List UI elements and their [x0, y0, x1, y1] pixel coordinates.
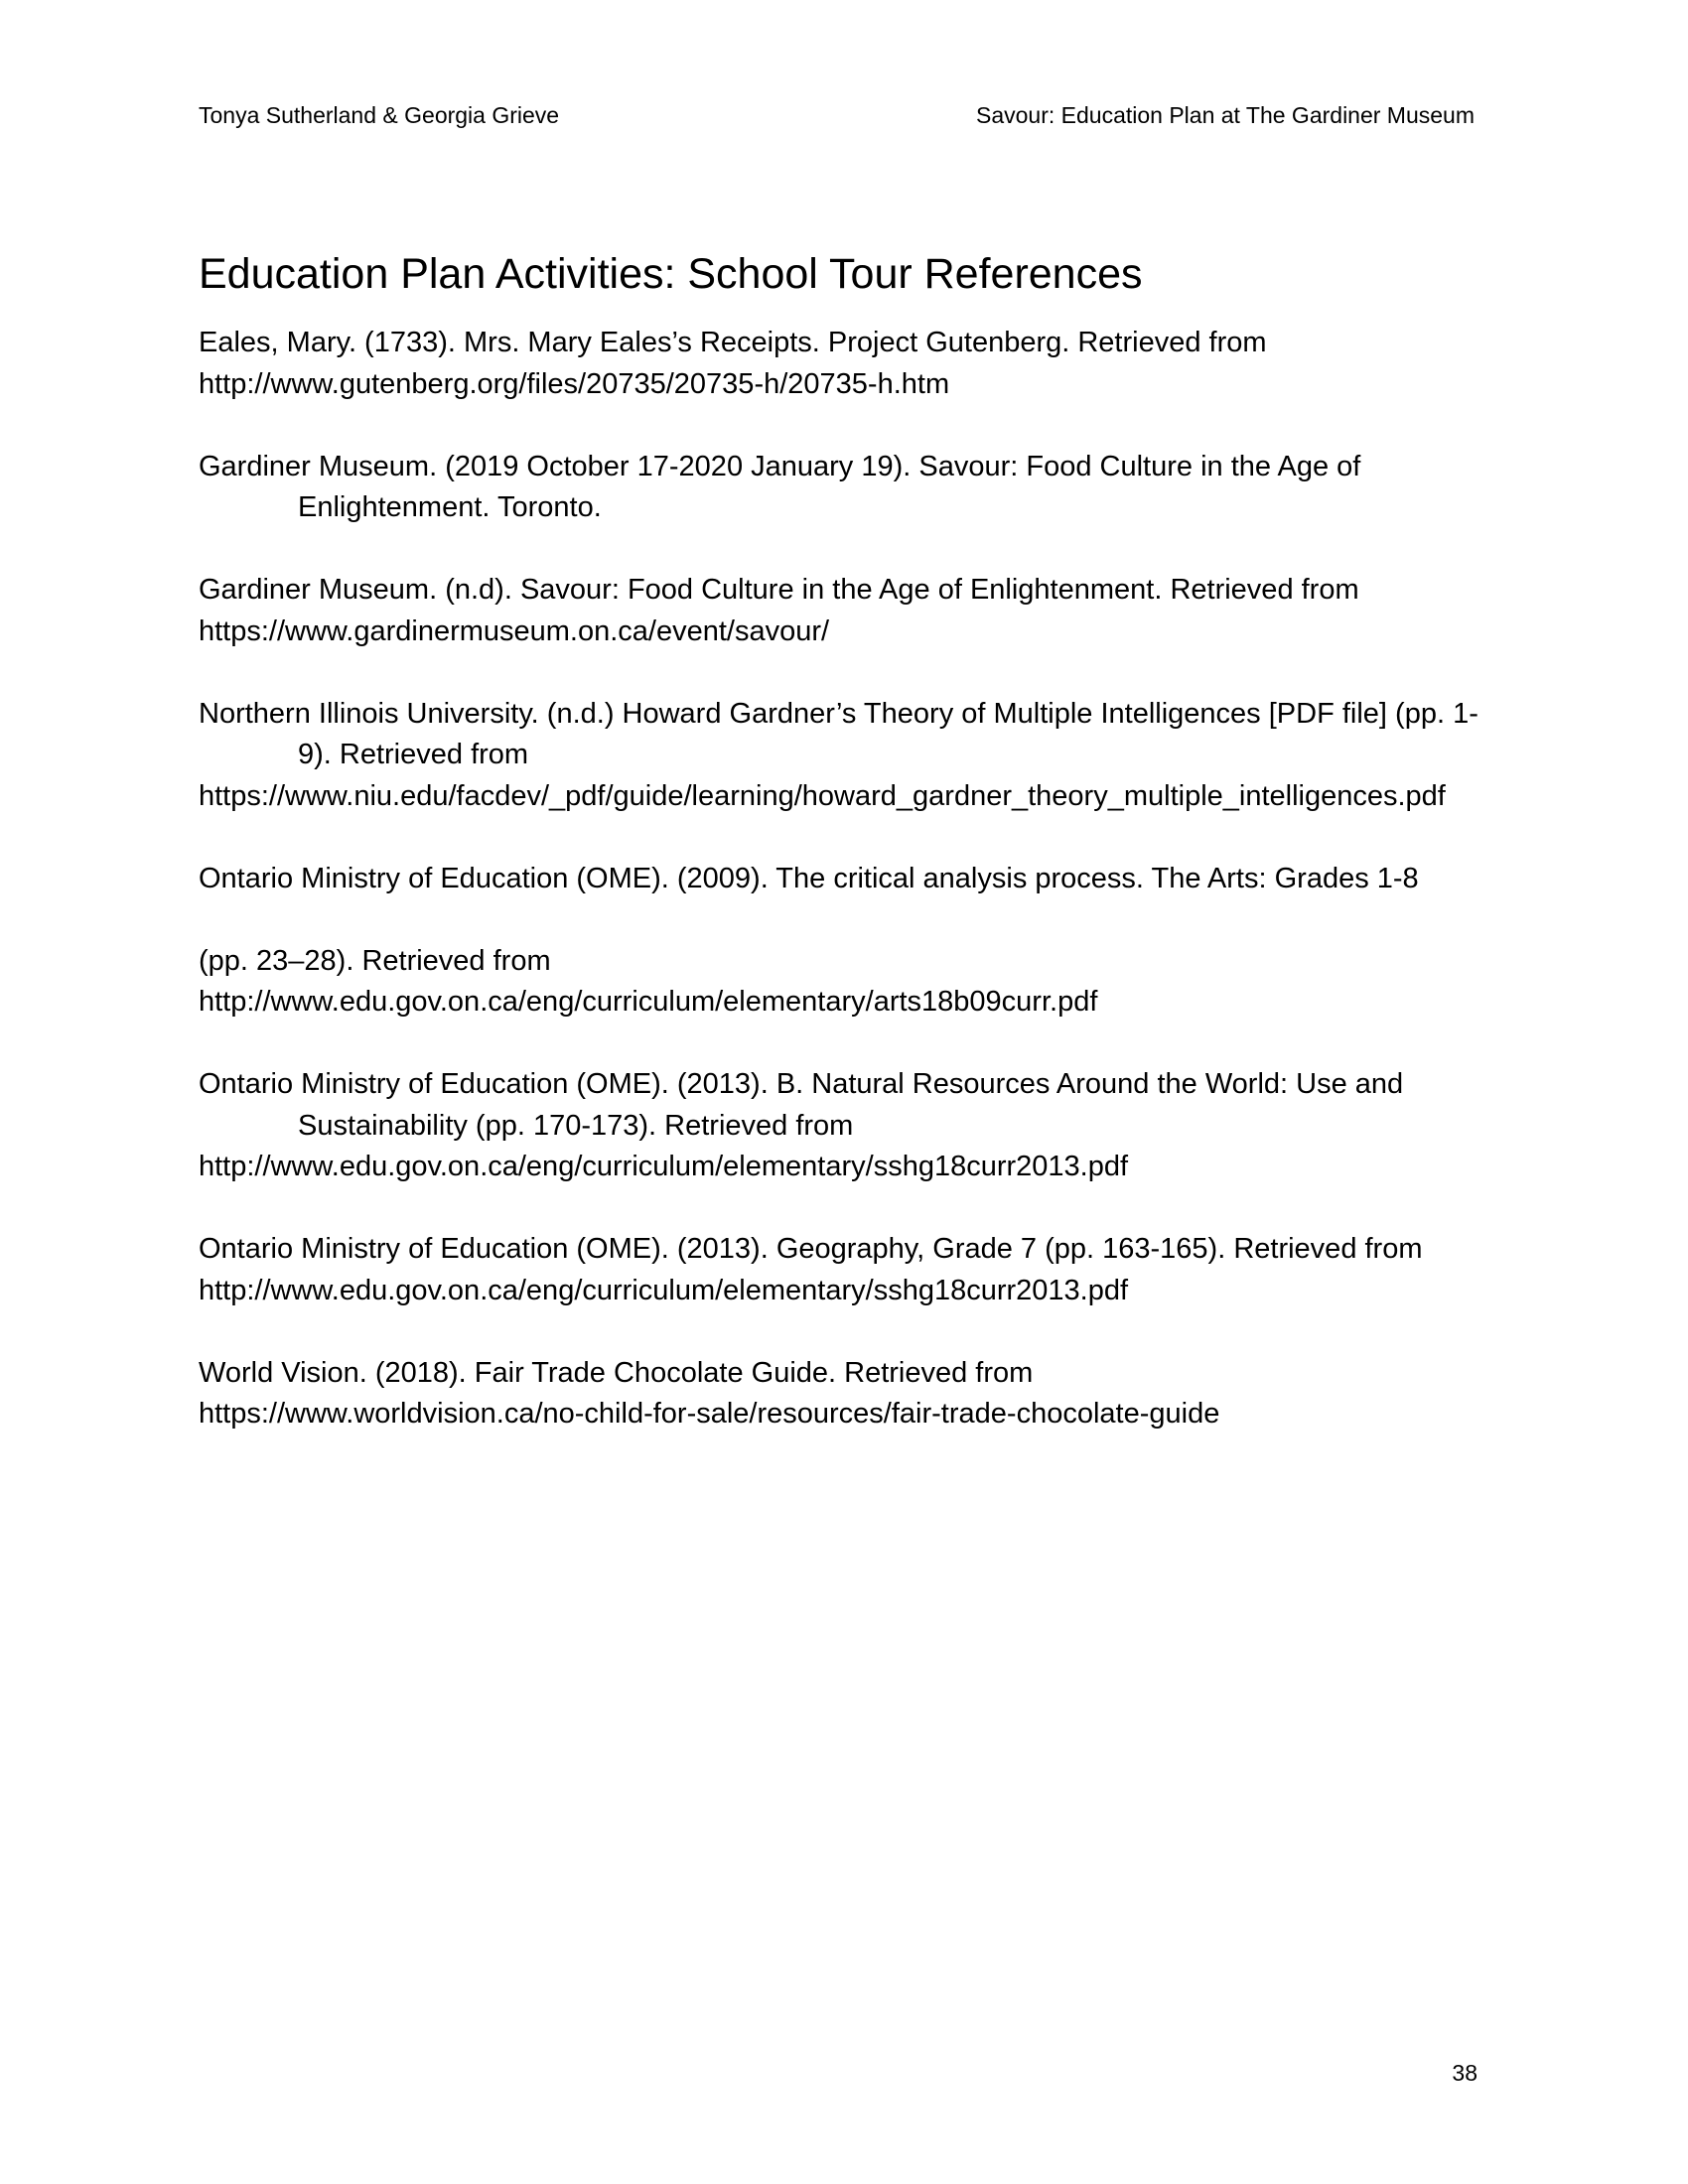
- reference-entry: [199, 323, 1509, 405]
- reference-text: Eales, Mary. (1733). Mrs. Mary Eales’s Receipts. Project Gutenberg. Retrieved from: [199, 327, 1267, 358]
- reference-entry: [199, 1229, 1509, 1311]
- reference-entry: [199, 1353, 1509, 1435]
- header-document-title: Savour: Education Plan at The Gardiner Museum: [975, 102, 1475, 128]
- reference-url[interactable]: http://www.edu.gov.on.ca/eng/curriculum/elementary/sshg18curr2013.pdf: [199, 1151, 1129, 1182]
- reference-text: Ontario Ministry of Education (OME). (2013). Geography, Grade 7 (pp. 163-165). Retrieved from: [199, 1233, 1423, 1265]
- page-number: 38: [1452, 2060, 1477, 2086]
- reference-url[interactable]: https://www.worldvision.ca/no-child-for-sale/resources/fair-trade-chocolate-guide: [199, 1398, 1220, 1430]
- reference-entry: [199, 447, 1509, 529]
- reference-text: Ontario Ministry of Education (OME). (2009). The critical analysis process. The Arts: Grades 1-8: [199, 862, 1419, 894]
- reference-url[interactable]: https://www.niu.edu/facdev/_pdf/guide/learning/howard_gardner_theory_multiple_intelligences.pdf: [199, 779, 1446, 812]
- reference-text: Gardiner Museum. (n.d). Savour: Food Culture in the Age of Enlightenment. Retrieved from: [199, 574, 1359, 606]
- reference-url[interactable]: https://www.gardinermuseum.on.ca/event/savour/: [199, 614, 830, 647]
- reference-url[interactable]: http://www.gutenberg.org/files/20735/20735-h/20735-h.htm: [199, 367, 950, 400]
- reference-text-continued: (pp. 23–28). Retrieved from: [199, 944, 551, 977]
- reference-entry: [199, 1064, 1509, 1188]
- reference-url[interactable]: http://www.edu.gov.on.ca/eng/curriculum/elementary/arts18b09curr.pdf: [199, 986, 1098, 1018]
- header-authors: Tonya Sutherland & Georgia Grieve: [199, 102, 560, 128]
- reference-text: Gardiner Museum. (2019 October 17-2020 January 19). Savour: Food Culture in the Age of Enlightenment. Toronto.: [199, 450, 1361, 523]
- reference-entry: [199, 859, 1509, 1024]
- reference-text: Ontario Ministry of Education (OME). (2013). B. Natural Resources Around the World: Use and Sustainability (pp. 170-173). Retrieved from: [199, 1068, 1404, 1142]
- reference-list: [199, 323, 1509, 1476]
- reference-entry: [199, 694, 1509, 818]
- reference-text: World Vision. (2018). Fair Trade Chocolate Guide. Retrieved from: [199, 1356, 1034, 1389]
- reference-url[interactable]: http://www.edu.gov.on.ca/eng/curriculum/elementary/sshg18curr2013.pdf: [199, 1274, 1129, 1306]
- page-title: Education Plan Activities: School Tour References: [199, 250, 1143, 298]
- paragraph-gap: [298, 899, 1509, 941]
- reference-entry: [199, 570, 1509, 652]
- reference-text: Northern Illinois University. (n.d.) Howard Gardner’s Theory of Multiple Intelligences [PDF file] (pp. 1-9). Retrieved from: [199, 697, 1478, 770]
